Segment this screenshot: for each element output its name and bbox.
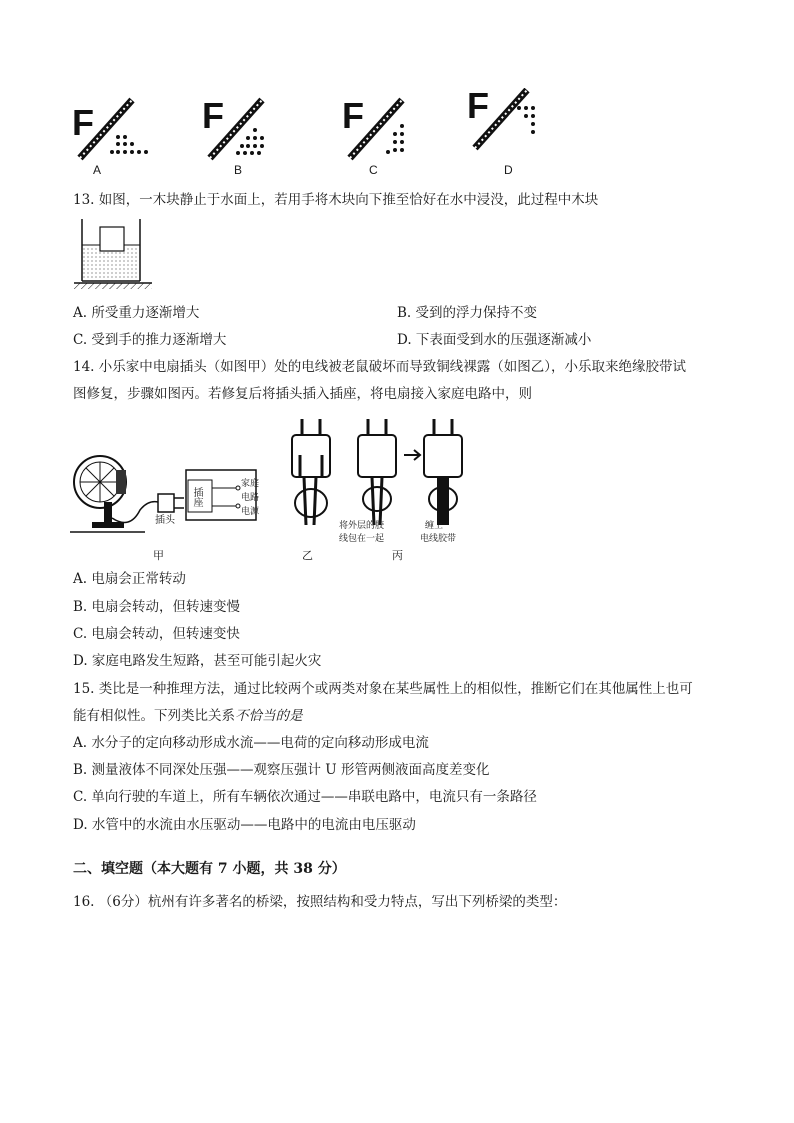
q13-stem: 13. 如图，一木块静止于水面上，若用手将木块向下推至恰好在水中浸没，此过程中木块	[73, 192, 599, 208]
q14-step-label-2: 线包在一起	[339, 533, 385, 543]
q12-letter-f: F	[72, 102, 94, 143]
q12-label-c: C	[369, 163, 378, 177]
q12-letter-f: F	[202, 95, 224, 136]
q13-option-a: A. 所受重力逐渐增大	[73, 305, 200, 321]
q14-plug-label: 插头	[155, 515, 175, 526]
q14-circuit-label-3: 电源	[241, 506, 260, 516]
q13-option-c: C. 受到手的推力逐渐增大	[73, 332, 227, 348]
q15-option-b: B. 测量液体不同深处压强——观察压强计 U 形管两侧液面高度差变化	[73, 762, 490, 778]
q14-circuit-label-2: 电路	[241, 492, 260, 502]
q12-letter-f: F	[467, 88, 489, 126]
q12-label-a: A	[93, 163, 102, 177]
q12-figure-c	[342, 95, 404, 158]
q12-figure-set	[60, 88, 560, 183]
q15-stem-line1: 15. 类比是一种推理方法，通过比较两个或两类对象在某些属性上的相似性，推断它们在其他属性上也可	[73, 681, 693, 697]
q14-socket-label: 插座	[191, 487, 202, 507]
q14-option-a: A. 电扇会正常转动	[73, 571, 186, 587]
q15-option-c: C. 单向行驶的车道上，所有车辆依次通过——串联电路中，电流只有一条路径	[73, 789, 537, 805]
q15-emphasis: 不恰当的是	[235, 708, 303, 724]
q14-figure-yi-bing	[282, 415, 472, 535]
q13-beaker-figure	[70, 215, 160, 295]
q15-stem-line2-text: 能有相似性。下列类比关系	[73, 708, 235, 724]
q12-figure-a	[72, 100, 148, 158]
q14-plug-bing-2	[424, 419, 462, 525]
q14-stem-line1: 14. 小乐家中电扇插头（如图甲）处的电线被老鼠破坏而导致铜线裸露（如图乙），小乐取来绝缘胶带试	[73, 359, 687, 375]
q13-option-d: D. 下表面受到水的压强逐渐减小	[397, 332, 592, 348]
q14-plug-yi	[292, 419, 330, 525]
q12-label-d: D	[504, 163, 513, 177]
q12-letter-f: F	[342, 95, 364, 136]
q12-figure-d	[467, 88, 535, 148]
q16-stem: 16. （6分）杭州有许多著名的桥梁，按照结构和受力特点，写出下列桥梁的类型：	[73, 894, 567, 910]
q14-stem-line2: 图修复，步骤如图丙。若修复后将插头插入插座，将电扇接入家庭电路中，则	[73, 386, 532, 402]
q12-label-b: B	[234, 163, 243, 177]
q12-figure-b	[202, 95, 264, 158]
q14-caption-bing: 丙	[392, 550, 403, 562]
q14-caption-yi: 乙	[302, 550, 313, 562]
q14-circuit-label-1: 家庭	[241, 478, 260, 488]
q15-option-a: A. 水分子的定向移动形成水流——电荷的定向移动形成电流	[73, 735, 429, 751]
q14-step-label-3: 缠上	[425, 520, 444, 530]
q15-option-d: D. 水管中的水流由水压驱动——电路中的电流由电压驱动	[73, 817, 416, 833]
q14-step-label-4: 电线胶带	[420, 533, 457, 543]
q14-option-d: D. 家庭电路发生短路，甚至可能引起火灾	[73, 653, 322, 669]
q14-option-c: C. 电扇会转动，但转速变快	[73, 626, 240, 642]
q15-stem-line2	[73, 706, 303, 726]
q13-option-b: B. 受到的浮力保持不变	[397, 305, 538, 321]
q14-caption-jia: 甲	[153, 550, 164, 562]
q14-plug-bing-1	[358, 419, 396, 525]
q14-step-label-1: 将外层的胶	[339, 520, 385, 530]
section-heading: 二、填空题（本大题有 7 小题，共 38 分）	[73, 861, 346, 877]
q14-option-b: B. 电扇会转动，但转速变慢	[73, 599, 241, 615]
